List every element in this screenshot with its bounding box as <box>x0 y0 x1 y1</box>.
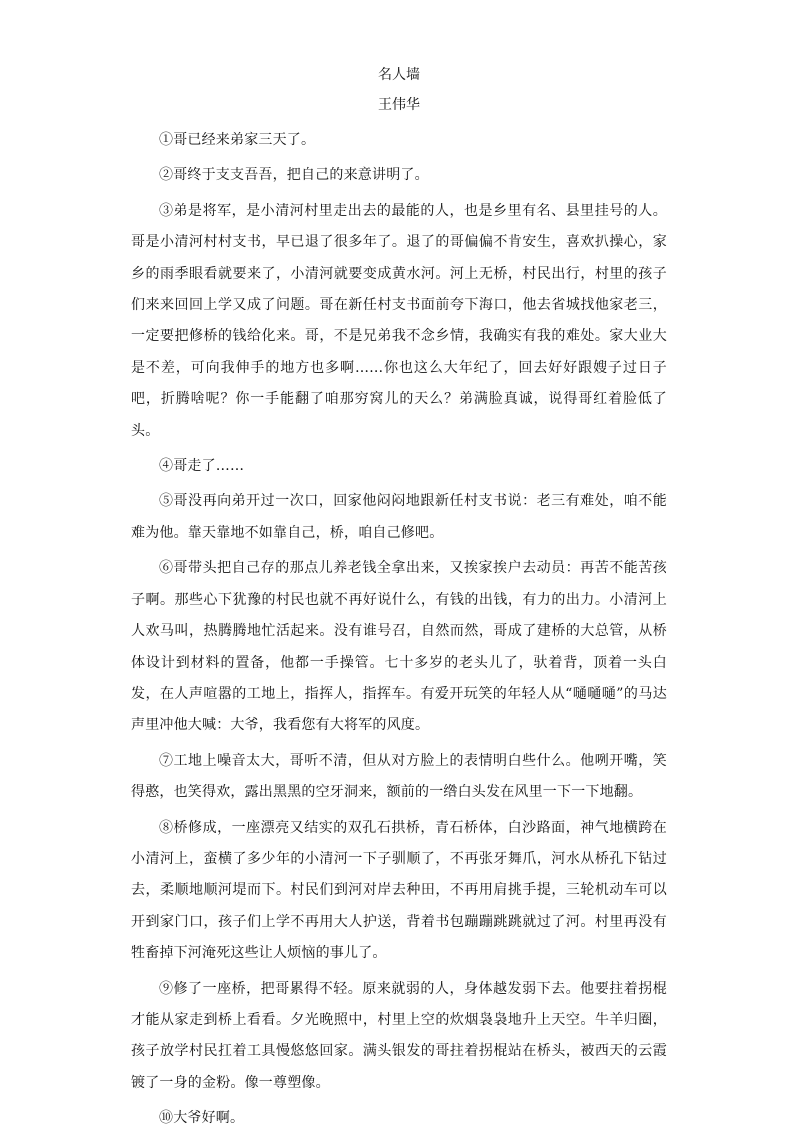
paragraph-9: ⑨修了一座桥，把哥累得不轻。原来就弱的人，身体越发弱下去。他要拄着拐棍才能从家走到桥上看看。夕光晚照中，村里上空的炊烟袅袅地升上天空。牛羊归圈，孩子放学村民扛着工具慢悠悠回家。满头银发的哥拄着拐棍站在桥头，被西天的云霞镀了一身的金粉。像一尊塑像。 <box>131 980 667 1091</box>
paragraph-3: ③弟是将军，是小清河村里走出去的最能的人，也是乡里有名、县里挂号的人。哥是小清河村村支书，早已退了很多年了。退了的哥偏偏不肯安生，喜欢扒操心，家乡的雨季眼看就要来了，小清河就要变成黄水河。河上无桥，村民出行，村里的孩子们来来回回上学又成了问题。哥在新任村支书面前夸下海口，他去省城找他家老三，一定要把修桥的钱给化来。哥，不是兄弟我不念乡情，我确实有我的难处。家大业大是不差，可向我伸手的地方也多啊……你也这么大年纪了，回去好好跟嫂子过日子吧，折腾啥呢？你一手能翻了咱那穷窝儿的天么？弟满脸真诚，说得哥红着脸低了头。 <box>131 202 667 439</box>
paragraph-7: ⑦工地上噪音太大，哥听不清，但从对方脸上的表情明白些什么。他咧开嘴，笑得憨，也笑得欢，露出黑黑的空牙洞来，额前的一绺白头发在风里一下一下地翻。 <box>131 752 667 801</box>
paragraph-8: ⑧桥修成，一座漂亮又结实的双孔石拱桥，青石桥体，白沙路面，神气地横跨在小清河上，蛮横了多少年的小清河一下子驯顺了，不再张牙舞爪，河水从桥孔下钻过去，柔顺地顺河堤而下。村民们到河对岸去种田，不再用肩挑手提，三轮机动车可以开到家门口，孩子们上学不再用大人护送，背着书包蹦蹦跳跳就过了河。村里再没有牲畜掉下河淹死这些让人烦恼的事儿了。 <box>131 819 667 962</box>
article-body <box>131 63 667 1139</box>
article-title: 名人墙 <box>378 67 420 83</box>
paragraph-6: ⑥哥带头把自己存的那点儿养老钱全拿出来，又挨家挨户去动员：再苦不能苦孩子啊。那些心下犹豫的村民也就不再好说什么，有钱的出钱，有力的出力。小清河上人欢马叫，热腾腾地忙活起来。没有谁号召，自然而然，哥成了建桥的大总管，从桥体设计到材料的置备，他都一手操管。七十多岁的老头儿了，驮着背，顶着一头白发，在人声喧嚣的工地上，指挥人，指挥车。有爱开玩笑的年轻人从“嗵嗵嗵”的马达声里冲他大喊：大爷，我看您有大将军的风度。 <box>131 560 667 734</box>
paragraph-5: ⑤哥没再向弟开过一次口，回家他闷闷地跟新任村支书说：老三有难处，咱不能难为他。靠天靠地不如靠自己，桥，咱自己修吧。 <box>131 493 667 541</box>
paragraph-4: ④哥走了…… <box>159 458 245 475</box>
article-author: 王伟华 <box>378 97 420 113</box>
paragraph-1: ①哥已经来弟家三天了。 <box>159 132 316 148</box>
paragraph-2: ②哥终于支支吾吾，把自己的来意讲明了。 <box>159 167 429 184</box>
paragraph-10: ⑩大爷好啊。 <box>159 1110 245 1127</box>
